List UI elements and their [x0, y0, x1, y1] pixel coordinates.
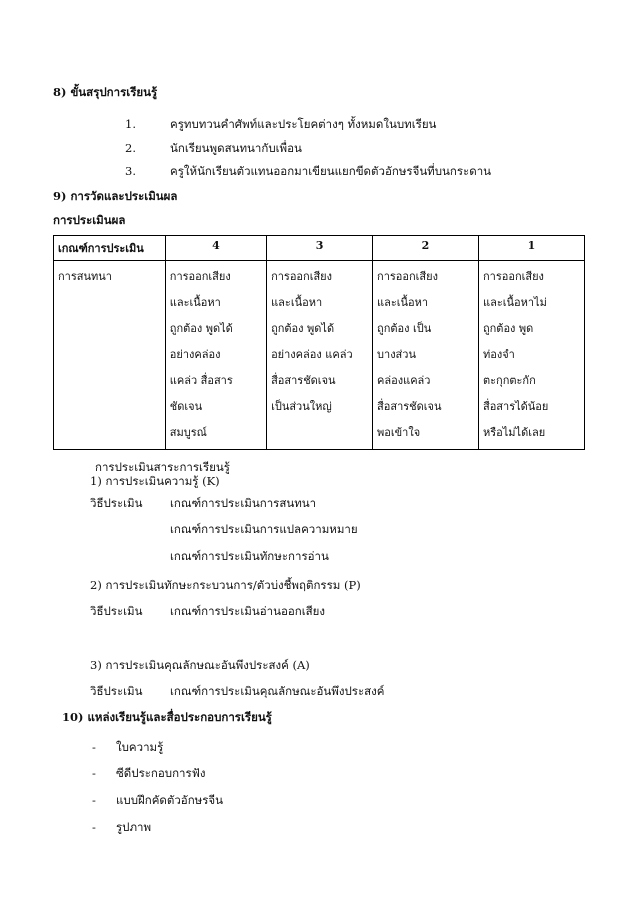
rubric-table — [53, 235, 585, 450]
cell-line: พอเข้าใจ — [377, 426, 421, 439]
rubric-header-score-1: 1 — [478, 236, 584, 261]
rubric-header-score-2: 2 — [373, 236, 479, 261]
cell-line: และเนื้อหา — [377, 296, 429, 309]
cell-line: อย่างคล่อง — [169, 348, 221, 361]
rubric-cell-score-1 — [478, 261, 584, 450]
assessment-title: การประเมินสาระการเรียนรู้ — [95, 460, 230, 474]
cell-line: การออกเสียง — [271, 270, 332, 283]
cell-line: และเนื้อหาไม่ — [482, 296, 547, 309]
list-item: แบบฝึกคัดตัวอักษรจีน — [116, 793, 224, 807]
section-9-subheading: การประเมินผล — [53, 213, 126, 227]
cell-line: อย่างคล่อง แคล่ว — [271, 348, 353, 361]
knowledge-assessment-heading: 1) การประเมินความรู้ (K) — [90, 474, 220, 488]
rubric-header-criterion: เกณฑ์การประเมิน — [54, 236, 166, 261]
section-10-heading: 10) แหล่งเรียนรู้และสื่อประกอบการเรียนรู้ — [62, 710, 272, 724]
rubric-header-row — [54, 236, 585, 261]
cell-line: การออกเสียง — [482, 270, 544, 283]
a-method: เกณฑ์การประเมินคุณลักษณะอันพึงประสงค์ — [170, 684, 385, 698]
list-item: ใบความรู้ — [116, 740, 164, 754]
bullet-2: - — [92, 766, 96, 780]
cell-line: สมบูรณ์ — [169, 426, 207, 439]
cell-line: การออกเสียง — [377, 270, 438, 283]
a-method-label: วิธีประเมิน — [90, 684, 143, 698]
rubric-criterion-label: การสนทนา — [58, 270, 112, 283]
section-8-heading: 8) ขั้นสรุปการเรียนรู้ — [53, 85, 158, 99]
cell-line: ท่องจำ — [482, 348, 515, 361]
cell-line: และเนื้อหา — [169, 296, 221, 309]
bullet-1: - — [92, 740, 96, 754]
section-8-item-3-text: ครูให้นักเรียนตัวแทนออกมาเขียนแยกขีดตัวอักษรจีนที่บนกระดาน — [170, 164, 492, 178]
p-method-label: วิธีประเมิน — [90, 604, 143, 618]
bullet-4: - — [92, 820, 96, 834]
cell-line: การออกเสียง — [169, 270, 231, 283]
cell-line: สื่อสารชัดเจน — [271, 374, 336, 387]
cell-line: ถูกต้อง พูด — [482, 322, 534, 335]
attributes-assessment-heading: 3) การประเมินคุณลักษณะอันพึงประสงค์ (A) — [90, 658, 310, 672]
section-9-heading: 9) การวัดและประเมินผล — [53, 189, 178, 203]
rubric-cell-score-2 — [373, 261, 479, 450]
rubric-criterion-cell — [54, 261, 166, 450]
cell-line: บางส่วน — [377, 348, 416, 361]
p-method: เกณฑ์การประเมินอ่านออกเสียง — [170, 604, 326, 618]
table-row — [54, 261, 585, 450]
cell-line: สื่อสารชัดเจน — [377, 400, 442, 413]
k-method-label: วิธีประเมิน — [90, 496, 143, 510]
cell-line: ถูกต้อง เป็น — [377, 322, 432, 335]
k-method-3: เกณฑ์การประเมินทักษะการอ่าน — [170, 549, 329, 563]
section-8-item-1-number: 1. — [125, 117, 136, 131]
k-method-1: เกณฑ์การประเมินการสนทนา — [170, 496, 317, 510]
cell-line: คล่องแคล่ว — [377, 374, 431, 387]
list-item: ซีดีประกอบการฟัง — [116, 766, 206, 780]
cell-line: หรือไม่ได้เลย — [482, 426, 546, 439]
cell-line: เป็นส่วนใหญ่ — [271, 400, 332, 413]
list-item: รูปภาพ — [116, 820, 152, 834]
section-8-item-2-text: นักเรียนพูดสนทนากับเพื่อน — [170, 141, 302, 155]
section-8-item-3-number: 3. — [125, 164, 136, 178]
rubric-header-score-4: 4 — [165, 236, 266, 261]
skills-assessment-heading: 2) การประเมินทักษะกระบวนการ/ตัวบ่งชี้พฤติกรรม (P) — [90, 578, 361, 592]
cell-line: ถูกต้อง พูดได้ — [169, 322, 233, 335]
cell-line: ชัดเจน — [169, 400, 203, 413]
rubric-header-score-3: 3 — [267, 236, 373, 261]
cell-line: ถูกต้อง พูดได้ — [271, 322, 335, 335]
section-8-item-1-text: ครูทบทวนคำศัพท์และประโยคต่างๆ ทั้งหมดในบทเรียน — [170, 117, 437, 131]
cell-line: และเนื้อหา — [271, 296, 323, 309]
bullet-3: - — [92, 793, 96, 807]
section-8-item-2-number: 2. — [125, 141, 136, 155]
rubric-cell-score-4 — [165, 261, 266, 450]
k-method-2: เกณฑ์การประเมินการแปลความหมาย — [170, 522, 358, 536]
cell-line: สื่อสารได้น้อย — [482, 400, 549, 413]
rubric-cell-score-3 — [267, 261, 373, 450]
cell-line: แคล่ว สื่อสาร — [169, 374, 233, 387]
cell-line: ตะกุกตะกัก — [482, 374, 536, 387]
